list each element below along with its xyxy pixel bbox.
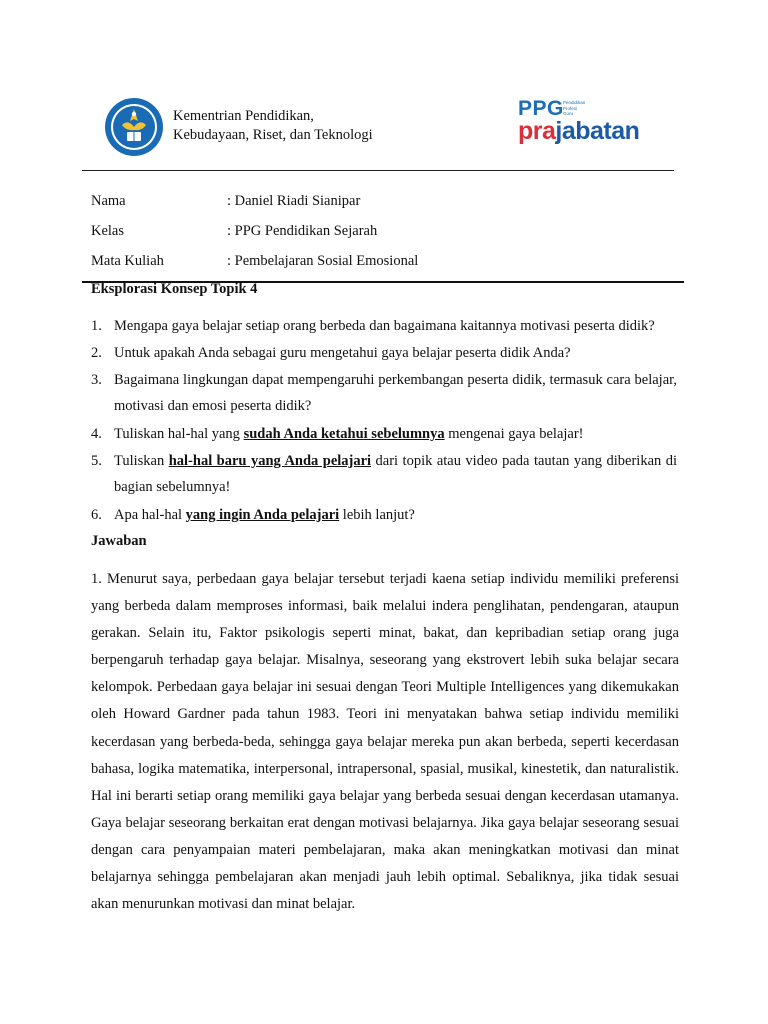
identity-value: : Pembelajaran Sosial Emosional: [227, 253, 419, 269]
question-text: [114, 421, 677, 447]
question-text-post: dari topik atau video pada tautan yang diberikan di bagian sebelumnya!: [114, 453, 677, 495]
identity-value: : PPG Pendidikan Sejarah: [227, 223, 378, 239]
ministry-line-1: Kementrian Pendidikan,: [173, 108, 314, 124]
question-emphasis: yang ingin Anda pelajari: [185, 507, 340, 523]
section-title: Eksplorasi Konsep Topik 4: [91, 281, 258, 297]
prajabatan-logo-rest: jabatan: [555, 117, 640, 145]
question-item: [91, 448, 677, 500]
prajabatan-logo-text: [518, 117, 639, 146]
question-text: Untuk apakah Anda sebagai guru mengetahui gaya belajar peserta didik Anda?: [114, 345, 571, 361]
prajabatan-logo-pra: pra: [518, 117, 556, 145]
header-divider: [82, 170, 674, 171]
ministry-name: [173, 107, 373, 145]
question-text: [114, 448, 677, 500]
question-item: [91, 502, 677, 528]
question-item: [91, 340, 677, 366]
question-number: 2.: [91, 345, 102, 361]
identity-label: Kelas: [91, 223, 125, 239]
question-text-pre: Tuliskan hal-hal yang: [114, 426, 244, 442]
identity-label: Nama: [91, 193, 126, 209]
question-text: [114, 502, 677, 528]
answer-title: Jawaban: [91, 533, 147, 549]
question-text-pre: Tuliskan: [114, 453, 169, 469]
identity-label: Mata Kuliah: [91, 253, 164, 269]
ministry-line-2: Kebudayaan, Riset, dan Teknologi: [173, 127, 373, 143]
question-number: 6.: [91, 507, 102, 523]
question-item: [91, 367, 677, 419]
ppg-logo-text: PPG: [518, 97, 564, 120]
question-item: [91, 313, 677, 339]
answer-paragraph: 1. Menurut saya, perbedaan gaya belajar tersebut terjadi kaena setiap individu memiliki preferensi yang berbeda dalam memproses informasi, baik melalui indera penglihatan, pendengaran, ataupun gerakan. Selain itu, Faktor psikologis seperti minat, bakat, dan kepribadian setiap orang juga berpengaruh terhadap gaya belajar. Misalnya, seseorang yang ekstrovert lebih suka belajar secara kelompok. Perbedaan gaya belajar ini sesuai dengan Teori Multiple Intelligences yang dikemukakan oleh Howard Gardner pada tahun 1983. Teori ini menyatakan bahwa setiap individu memiliki kecerdasan yang berbeda-beda, sehingga gaya belajar mereka pun akan berbeda, seperti kecerdasan bahasa, logika matematika, interpersonal, intrapersonal, spasial, musikal, kinestetik, dan naturalistik. Hal ini berarti setiap orang memiliki gaya belajar yang berbeda sesuai dengan kecerdasan utamanya. Gaya belajar seseorang berkaitan erat dengan motivasi belajarnya. Jika gaya belajar seseorang sesuai dengan cara penyampaian materi pembelajaran, maka akan meningkatkan motivasi dan minat belajarnya sehingga pembelajaran akan menjadi jauh lebih optimal. Sebaliknya, jika tidak sesuai akan menurunkan motivasi dan minat belajar.: [91, 571, 679, 913]
question-text-post: mengenai gaya belajar!: [444, 426, 584, 442]
tut-wuri-handayani-logo-icon: [104, 97, 164, 157]
question-text-post: lebih lanjut?: [339, 507, 415, 523]
question-item: [91, 421, 677, 447]
question-emphasis: hal-hal baru yang Anda pelajari: [168, 453, 372, 469]
question-emphasis: sudah Anda ketahui sebelumnya: [243, 426, 445, 442]
question-text: Mengapa gaya belajar setiap orang berbeda dan bagaimana kaitannya motivasi peserta didik?: [114, 318, 655, 334]
question-text-pre: Apa hal-hal: [114, 507, 186, 523]
ppg-prajabatan-logo: [518, 97, 640, 149]
ppg-logo-subtext: Pendidikan Profesi Guru: [563, 100, 586, 116]
question-text: Bagaimana lingkungan dapat mempengaruhi perkembangan peserta didik, termasuk cara belajar, motivasi dan emosi peserta didik?: [114, 372, 677, 414]
question-number: 1.: [91, 318, 102, 334]
question-number: 3.: [91, 372, 102, 388]
identity-value: : Daniel Riadi Sianipar: [227, 193, 361, 209]
question-number: 5.: [91, 453, 102, 469]
question-number: 4.: [91, 426, 102, 442]
